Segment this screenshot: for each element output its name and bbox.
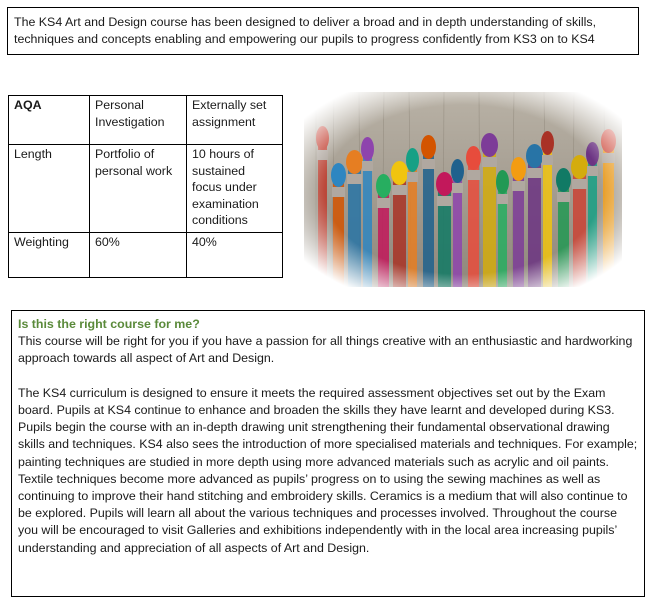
intro-text: The KS4 Art and Design course has been designed to deliver a broad and in depth understanding of skills, techniques and concepts enabling and empowering our pupils to progress confidently from KS3 on to KS4	[14, 15, 597, 46]
intro-box	[7, 7, 639, 55]
paragraph: This course will be right for you if you have a passion for all things creative with an enthusiastic and hardworking approach towards all aspect of Art and Design.	[18, 334, 633, 366]
table-cell: Weighting	[9, 232, 90, 277]
table-row	[9, 96, 283, 145]
table-cell: Portfolio of personal work	[90, 145, 187, 233]
table-row	[9, 145, 283, 233]
table-cell: Personal Investigation	[90, 96, 187, 145]
course-info-box	[11, 310, 645, 597]
table-cell: Externally set assignment	[187, 96, 283, 145]
table-cell: 10 hours of sustained focus under examination conditions	[187, 145, 283, 233]
table-cell: 40%	[187, 232, 283, 277]
table-cell: Length	[9, 145, 90, 233]
table-cell: 60%	[90, 232, 187, 277]
table-row	[9, 232, 283, 277]
paragraph: The KS4 curriculum is designed to ensure it meets the required assessment objectives set out by the Exam board. Pupils at KS4 continue to enhance and broaden the skills they have learnt and developed during KS3. Pupils begin the course with an in-depth drawing unit strengthening their fundamental observational drawing skills and techniques. KS4 also sees the introduction of more specialised materials and techniques. For example; painting techniques are studied in more depth using more advanced materials such as acrylic and oil paints. Textile techniques become more advanced as pupils’ progress on to using the sewing machines as well as continuing to improve their hand stitching and embroidery skills. Ceramics is a medium that will also continue to be explored. Pupils will learn all about the various techniques and processes involved. Throughout the course you will be encouraged to visit Galleries and exhibitions independently with in the local area increasing pupils’ understanding and appreciation of all aspects of Art and Design.	[18, 385, 638, 555]
assessment-table	[8, 95, 283, 278]
section-heading: Is this the right course for me?	[18, 317, 200, 331]
table-cell: AQA	[9, 96, 90, 145]
paintbrushes-image	[304, 92, 622, 287]
